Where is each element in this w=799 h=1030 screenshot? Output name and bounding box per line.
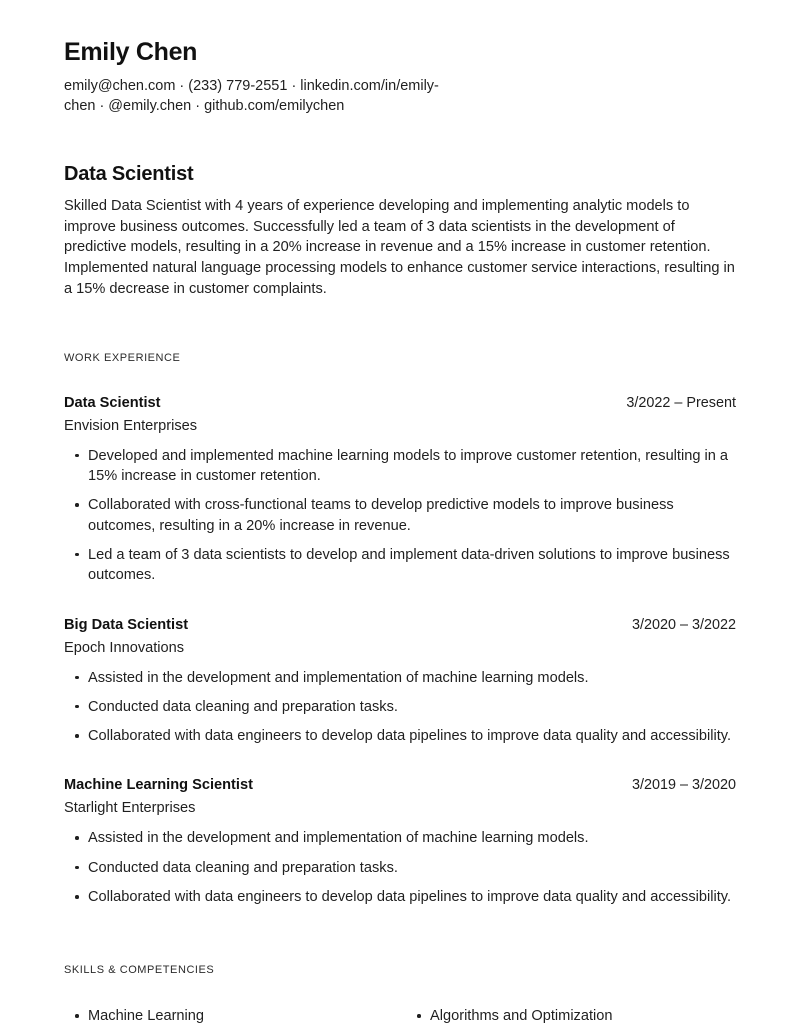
skills-list	[64, 1006, 736, 1026]
job-bullet-list	[64, 446, 736, 586]
skill-label: Algorithms and Optimization	[430, 1008, 613, 1025]
job-bullet-text: Assisted in the development and implementation of machine learning models.	[88, 830, 589, 847]
contact-email[interactable]: emily@chen.com	[64, 77, 176, 94]
job-company: Envision Enterprises	[64, 417, 198, 434]
job-bullet-text: Developed and implemented machine learning models to improve customer retention, resulting in a 15% increase in customer retention.	[88, 447, 729, 485]
job-header-row	[64, 616, 736, 635]
job-entry	[64, 394, 736, 586]
job-title: Big Data Scientist	[64, 616, 189, 633]
job-date-range: 3/2019 – 3/2020	[631, 777, 736, 794]
contact-separator: ·	[291, 77, 297, 94]
job-bullet	[64, 668, 736, 688]
job-header-row	[64, 776, 736, 795]
job-bullet-text: Collaborated with data engineers to develop data pipelines to improve data quality and accessibility.	[88, 889, 732, 905]
professional-headline: Data Scientist	[64, 162, 194, 185]
job-bullet	[64, 545, 736, 586]
candidate-name: Emily Chen	[64, 38, 198, 66]
job-bullet	[64, 446, 736, 487]
job-company: Epoch Innovations	[64, 639, 185, 656]
job-bullet-list	[64, 668, 736, 747]
skill-label: Machine Learning	[88, 1008, 205, 1025]
job-bullet	[64, 697, 736, 717]
contact-handle[interactable]: @emily.chen	[108, 97, 192, 114]
job-bullet-text: Collaborated with data engineers to develop data pipelines to improve data quality and accessibility.	[88, 728, 732, 745]
bullet-dot-icon	[75, 895, 79, 899]
bullet-dot-icon	[417, 1014, 421, 1018]
bullet-dot-icon	[75, 676, 79, 680]
professional-summary: Skilled Data Scientist with 4 years of experience developing and implementing analytic models to improve business outcomes. Successfully led a team of 3 data scientists in the development of predictive models, resulting in a 20% increase in revenue and a 15% increase in customer retention. Implemented natural language processing models to enhance customer service interactions, resulting in a 15% decrease in customer complaints.	[64, 197, 735, 297]
contact-separator: ·	[179, 77, 185, 94]
job-bullet	[64, 828, 736, 848]
section-header-work-experience: WORK EXPERIENCE	[64, 351, 181, 364]
bullet-dot-icon	[75, 705, 79, 709]
job-bullet-text: Conducted data cleaning and preparation tasks.	[88, 859, 398, 876]
job-header-row	[64, 394, 736, 413]
section-header-skills: SKILLS & COMPETENCIES	[64, 964, 215, 977]
job-bullet	[64, 726, 736, 746]
contact-phone[interactable]: (233) 779-2551	[188, 77, 288, 94]
job-title: Data Scientist	[64, 394, 161, 411]
contact-line	[64, 76, 664, 116]
skill-item	[64, 1006, 406, 1026]
job-bullet-text: Assisted in the development and implementation of machine learning models.	[88, 669, 589, 686]
bullet-dot-icon	[75, 1014, 79, 1018]
job-bullet-text: Led a team of 3 data scientists to develop and implement data-driven solutions to improve business outcomes.	[88, 546, 730, 584]
bullet-dot-icon	[75, 454, 79, 458]
job-title: Machine Learning Scientist	[64, 777, 253, 794]
job-date-range: 3/2022 – Present	[626, 394, 736, 411]
job-entry	[64, 616, 736, 747]
job-bullet-list	[64, 828, 736, 907]
job-bullet	[64, 858, 736, 878]
job-date-range: 3/2020 – 3/2022	[631, 616, 736, 633]
job-bullet-text: Conducted data cleaning and preparation tasks.	[88, 698, 398, 715]
contact-separator: ·	[99, 97, 105, 114]
job-bullet	[64, 495, 736, 536]
bullet-dot-icon	[75, 503, 79, 507]
contact-github[interactable]: github.com/emilychen	[204, 97, 345, 114]
bullet-dot-icon	[75, 553, 79, 557]
job-entry	[64, 776, 736, 907]
contact-linkedin[interactable]: linkedin.com/in/emily-chen	[64, 77, 439, 114]
bullet-dot-icon	[75, 836, 79, 840]
contact-separator: ·	[195, 97, 201, 114]
resume-header	[64, 38, 736, 116]
job-bullet	[64, 887, 736, 907]
job-company: Starlight Enterprises	[64, 800, 196, 817]
job-bullet-text: Collaborated with cross-functional teams to develop predictive models to improve business outcomes, resulting in a 20% increase in revenue.	[88, 497, 674, 534]
bullet-dot-icon	[75, 734, 79, 738]
bullet-dot-icon	[75, 866, 79, 870]
skill-item	[406, 1006, 736, 1026]
